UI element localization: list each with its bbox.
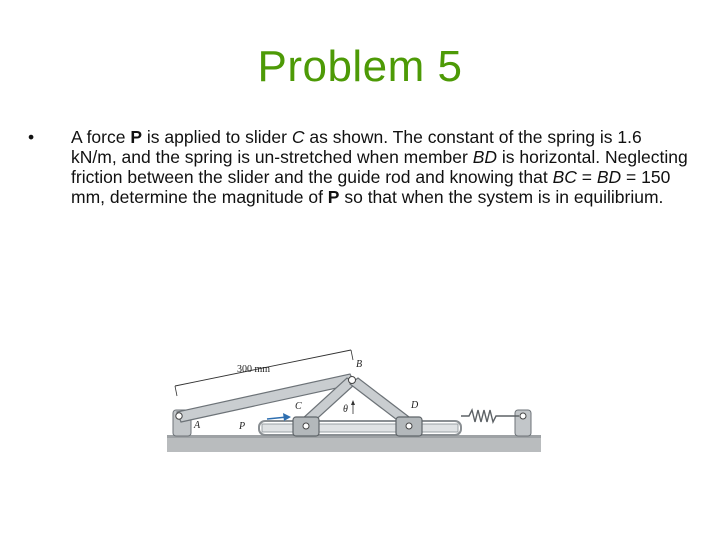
statement-part-2: is applied to slider [142,127,292,147]
label-d: D [411,400,419,411]
bc-symbol: BC [552,167,577,187]
ground-base [167,437,541,452]
dimension-label: 300 mm [237,364,271,375]
spring [461,410,519,422]
label-theta: θ [343,404,348,415]
equals-sign: = [576,167,597,187]
pin-d [406,423,412,429]
guide-rod [262,424,458,432]
statement-part-4: is horizontal. Neglecting friction between the slider and the guide rod and knowing that [71,147,688,187]
label-a: A [194,420,201,431]
slider-symbol: C [291,127,305,147]
pin-c [303,423,309,429]
statement-part-1: A force [71,127,131,147]
mechanism-figure [167,340,541,454]
slide-title: Problem 5 [257,42,463,91]
statement-part-3: as shown. The constant of the spring is 1.6 kN/m, and the spring is un-stretched when member [71,127,642,167]
force-symbol-2: P [327,187,340,207]
label-b: B [356,359,363,370]
force-symbol: P [130,127,143,147]
problem-statement [71,127,691,207]
mechanism-diagram [167,340,541,454]
pin-a [176,413,182,419]
pin-b [349,377,356,384]
dimension-tick-left [175,386,177,396]
label-c: C [295,401,302,412]
dimension-tick-right [351,350,353,360]
member-symbol: BD [472,147,498,167]
force-arrow-head [283,413,291,421]
statement-part-6: so that when the system is in equilibrium. [339,187,664,207]
label-p: P [239,421,246,432]
bullet-marker: • [28,127,35,147]
pin-spring-end [520,413,526,419]
bd-symbol: BD [596,167,622,187]
theta-arrow-head [351,400,355,405]
statement-part-5: = 150 mm, determine the magnitude of [71,167,671,207]
